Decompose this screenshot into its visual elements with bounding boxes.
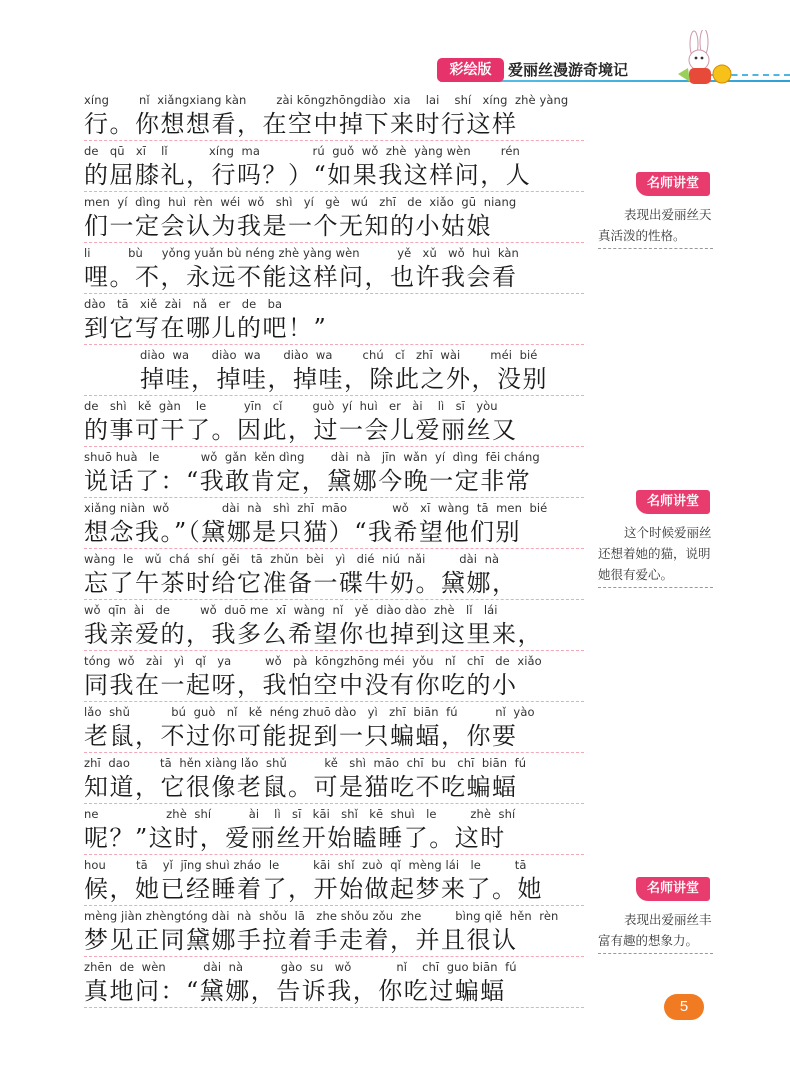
- pinyin-line: shuō huà le wǒ gǎn kěn dìng dài nà jīn wǎn yí dìng fēi cháng: [84, 450, 540, 464]
- pinyin-line: li bù yǒng yuǎn bù néng zhè yàng wèn yě xǔ wǒ huì kàn: [84, 246, 519, 260]
- text-line: [84, 551, 584, 602]
- pinyin-line: mèng jiàn zhèngtóng dài nà shǒu lā zhe shǒu zǒu zhe bìng qiě hěn rèn: [84, 909, 559, 923]
- note-tag: 名师讲堂: [636, 877, 710, 901]
- hanzi-line: 同我在一起呀，我怕空中没有你吃的小: [84, 669, 584, 702]
- pinyin-line: de shì kě gàn le yīn cǐ guò yí huì er ài lì sī yòu: [84, 399, 498, 413]
- book-title: 爱丽丝漫游奇境记: [508, 61, 629, 79]
- note-tag: 名师讲堂: [636, 490, 710, 514]
- hanzi-line: 呢？”这时，爱丽丝开始瞌睡了。这时: [84, 822, 584, 855]
- hanzi-line: 到它写在哪儿的吧！”: [84, 312, 584, 345]
- text-line: [84, 806, 584, 857]
- rabbit-illustration-icon: [672, 30, 742, 92]
- text-line: [84, 755, 584, 806]
- hanzi-line: 候，她已经睡着了，开始做起梦来了。她: [84, 873, 584, 906]
- pinyin-line: xiǎng niàn wǒ dài nà shì zhī māo wǒ xī wàng tā men bié: [84, 501, 548, 515]
- pinyin-line: zhēn de wèn dài nà gào su wǒ nǐ chī guo biān fú: [84, 960, 517, 974]
- hanzi-line: 们一定会认为我是一个无知的小姑娘: [84, 210, 584, 243]
- text-line: [84, 959, 584, 1010]
- hanzi-line: 我亲爱的，我多么希望你也掉到这里来，: [84, 618, 584, 651]
- hanzi-line: 说话了：“我敢肯定，黛娜今晚一定非常: [84, 465, 584, 498]
- pinyin-line: wǒ qīn ài de wǒ duō me xī wàng nǐ yě diào dào zhè lǐ lái: [84, 603, 498, 617]
- hanzi-line: 知道，它很像老鼠。可是猫吃不吃蝙蝠: [84, 771, 584, 804]
- teacher-note-3: [598, 877, 713, 954]
- note-text: 这个时候爱丽丝还想着她的猫，说明她很有爱心。: [598, 522, 713, 588]
- text-line: [84, 602, 584, 653]
- text-line: [84, 704, 584, 755]
- page-header: [0, 0, 790, 100]
- hanzi-line: 梦见正同黛娜手拉着手走着，并且很认: [84, 924, 584, 957]
- pinyin-line: wàng le wǔ chá shí gěi tā zhǔn bèi yì dié niú nǎi dài nà: [84, 552, 500, 566]
- text-line: [84, 143, 584, 194]
- text-line: [84, 398, 584, 449]
- hanzi-line: 哩。不，永远不能这样问，也许我会看: [84, 261, 584, 294]
- text-line: [84, 92, 584, 143]
- hanzi-line: 的屈膝礼，行吗？）“如果我这样问，人: [84, 159, 584, 192]
- text-line: [84, 449, 584, 500]
- hanzi-line: 忘了午茶时给它准备一碟牛奶。黛娜，: [84, 567, 584, 600]
- hanzi-line: 想念我。”（黛娜是只猫）“我希望他们别: [84, 516, 584, 549]
- text-line: [84, 296, 584, 347]
- page-number: 5: [664, 994, 704, 1020]
- story-text: [84, 92, 584, 1010]
- note-tag: 名师讲堂: [636, 172, 710, 196]
- hanzi-line: 真地问：“黛娜，告诉我，你吃过蝙蝠: [84, 975, 584, 1008]
- pinyin-line: diào wa diào wa diào wa chú cǐ zhī wài méi bié: [140, 348, 538, 362]
- text-line: [84, 194, 584, 245]
- text-line: [84, 908, 584, 959]
- text-line: [84, 245, 584, 296]
- pinyin-line: tóng wǒ zài yì qǐ ya wǒ pà kōngzhōng méi yǒu nǐ chī de xiǎo: [84, 654, 542, 668]
- pinyin-line: hou tā yǐ jīng shuì zháo le kāi shǐ zuò qǐ mèng lái le tā: [84, 858, 527, 872]
- text-line: [84, 653, 584, 704]
- hanzi-line: 行。你想想看，在空中掉下来时行这样: [84, 108, 584, 141]
- pinyin-line: de qū xī lǐ xíng ma rú guǒ wǒ zhè yàng wèn rén: [84, 144, 520, 158]
- teacher-note-2: [598, 490, 713, 588]
- text-line: [84, 347, 584, 398]
- pinyin-line: dào tā xiě zài nǎ er de ba: [84, 297, 283, 311]
- note-text: 表现出爱丽丝天真活泼的性格。: [598, 204, 713, 249]
- pinyin-line: men yí dìng huì rèn wéi wǒ shì yí gè wú zhī de xiǎo gū niang: [84, 195, 517, 209]
- pinyin-line: lǎo shǔ bú guò nǐ kě néng zhuō dào yì zhī biān fú nǐ yào: [84, 705, 535, 719]
- pinyin-line: zhī dao tā hěn xiàng lǎo shǔ kě shì māo chī bu chī biān fú: [84, 756, 527, 770]
- hanzi-line: 的事可干了。因此，过一会儿爱丽丝又: [84, 414, 584, 447]
- edition-badge: 彩绘版: [437, 58, 504, 82]
- pinyin-line: xíng nǐ xiǎngxiang kàn zài kōngzhōngdiào xia lai shí xíng zhè yàng: [84, 93, 569, 107]
- note-text: 表现出爱丽丝丰富有趣的想象力。: [598, 909, 713, 954]
- hanzi-line: 老鼠，不过你可能捉到一只蝙蝠，你要: [84, 720, 584, 753]
- pinyin-line: ne zhè shí ài lì sī kāi shǐ kē shuì le zhè shí: [84, 807, 516, 821]
- text-line: [84, 500, 584, 551]
- hanzi-line: 掉哇，掉哇，掉哇，除此之外，没别: [84, 363, 584, 396]
- text-line: [84, 857, 584, 908]
- teacher-note-1: [598, 172, 713, 249]
